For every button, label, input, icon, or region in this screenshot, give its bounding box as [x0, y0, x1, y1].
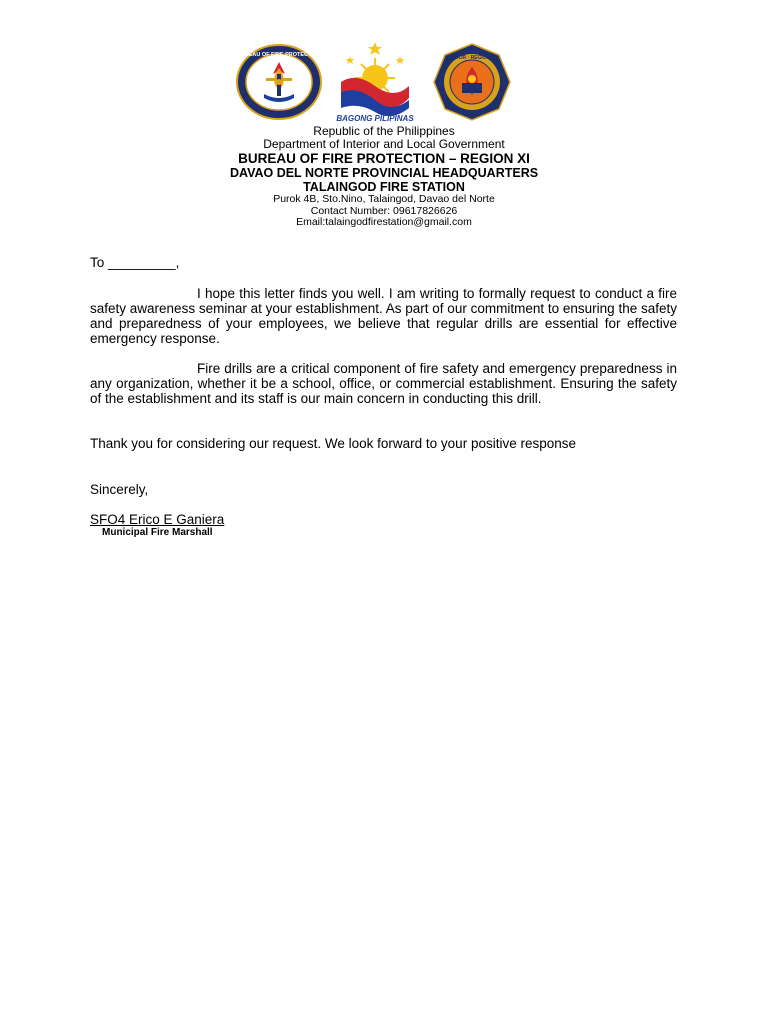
letter-paragraph-1: I hope this letter finds you well. I am writing to formally request to conduct a fire safety awareness seminar at your establishment. As part of our commitment to ensuring the safety and preparedness of your employees, we believe that regular drills are essential for effective emergency response. — [90, 286, 677, 346]
svg-text:BUREAU OF FIRE PROTECTION: BUREAU OF FIRE PROTECTION — [236, 52, 322, 58]
signer-name: SFO4 Erico E Ganiera — [90, 512, 225, 527]
salutation: To _________, — [90, 255, 180, 270]
letter-paragraph-3: Thank you for considering our request. We look forward to your positive response — [90, 436, 576, 451]
closing: Sincerely, — [90, 482, 149, 497]
svg-text:HONOR · REGION XI: HONOR · REGION XI — [447, 55, 497, 61]
station-line: TALAINGOD FIRE STATION — [303, 180, 465, 194]
provincial-hq-line: DAVAO DEL NORTE PROVINCIAL HEADQUARTERS — [229, 166, 539, 180]
signer-title: Municipal Fire Marshall — [102, 527, 213, 538]
address-line: Purok 4B, Sto.Nino, Talaingod, Davao del Norte — [273, 193, 495, 205]
logo-row — [0, 42, 768, 122]
svg-text:BAGONG PILIPINAS: BAGONG PILIPINAS — [336, 114, 414, 122]
talaingod-station-seal-logo — [433, 43, 511, 121]
bfp-seal-logo — [236, 44, 322, 120]
email-line: Email:talaingodfirestation@gmail.com — [296, 216, 472, 228]
contact-line: Contact Number: 09617826626 — [310, 204, 458, 217]
bureau-line: BUREAU OF FIRE PROTECTION – REGION XI — [238, 151, 530, 166]
bagong-pilipinas-logo — [336, 42, 414, 122]
republic-line: Republic of the Philippines — [313, 124, 455, 138]
department-line: Department of Interior and Local Government — [263, 137, 505, 151]
letterhead — [0, 125, 768, 229]
letter-paragraph-2: Fire drills are a critical component of fire safety and emergency preparedness in any organization, whether it be a school, office, or commercial establishment. Ensuring the safety of the establishment and its staff is our main concern in conducting this drill. — [90, 361, 677, 406]
